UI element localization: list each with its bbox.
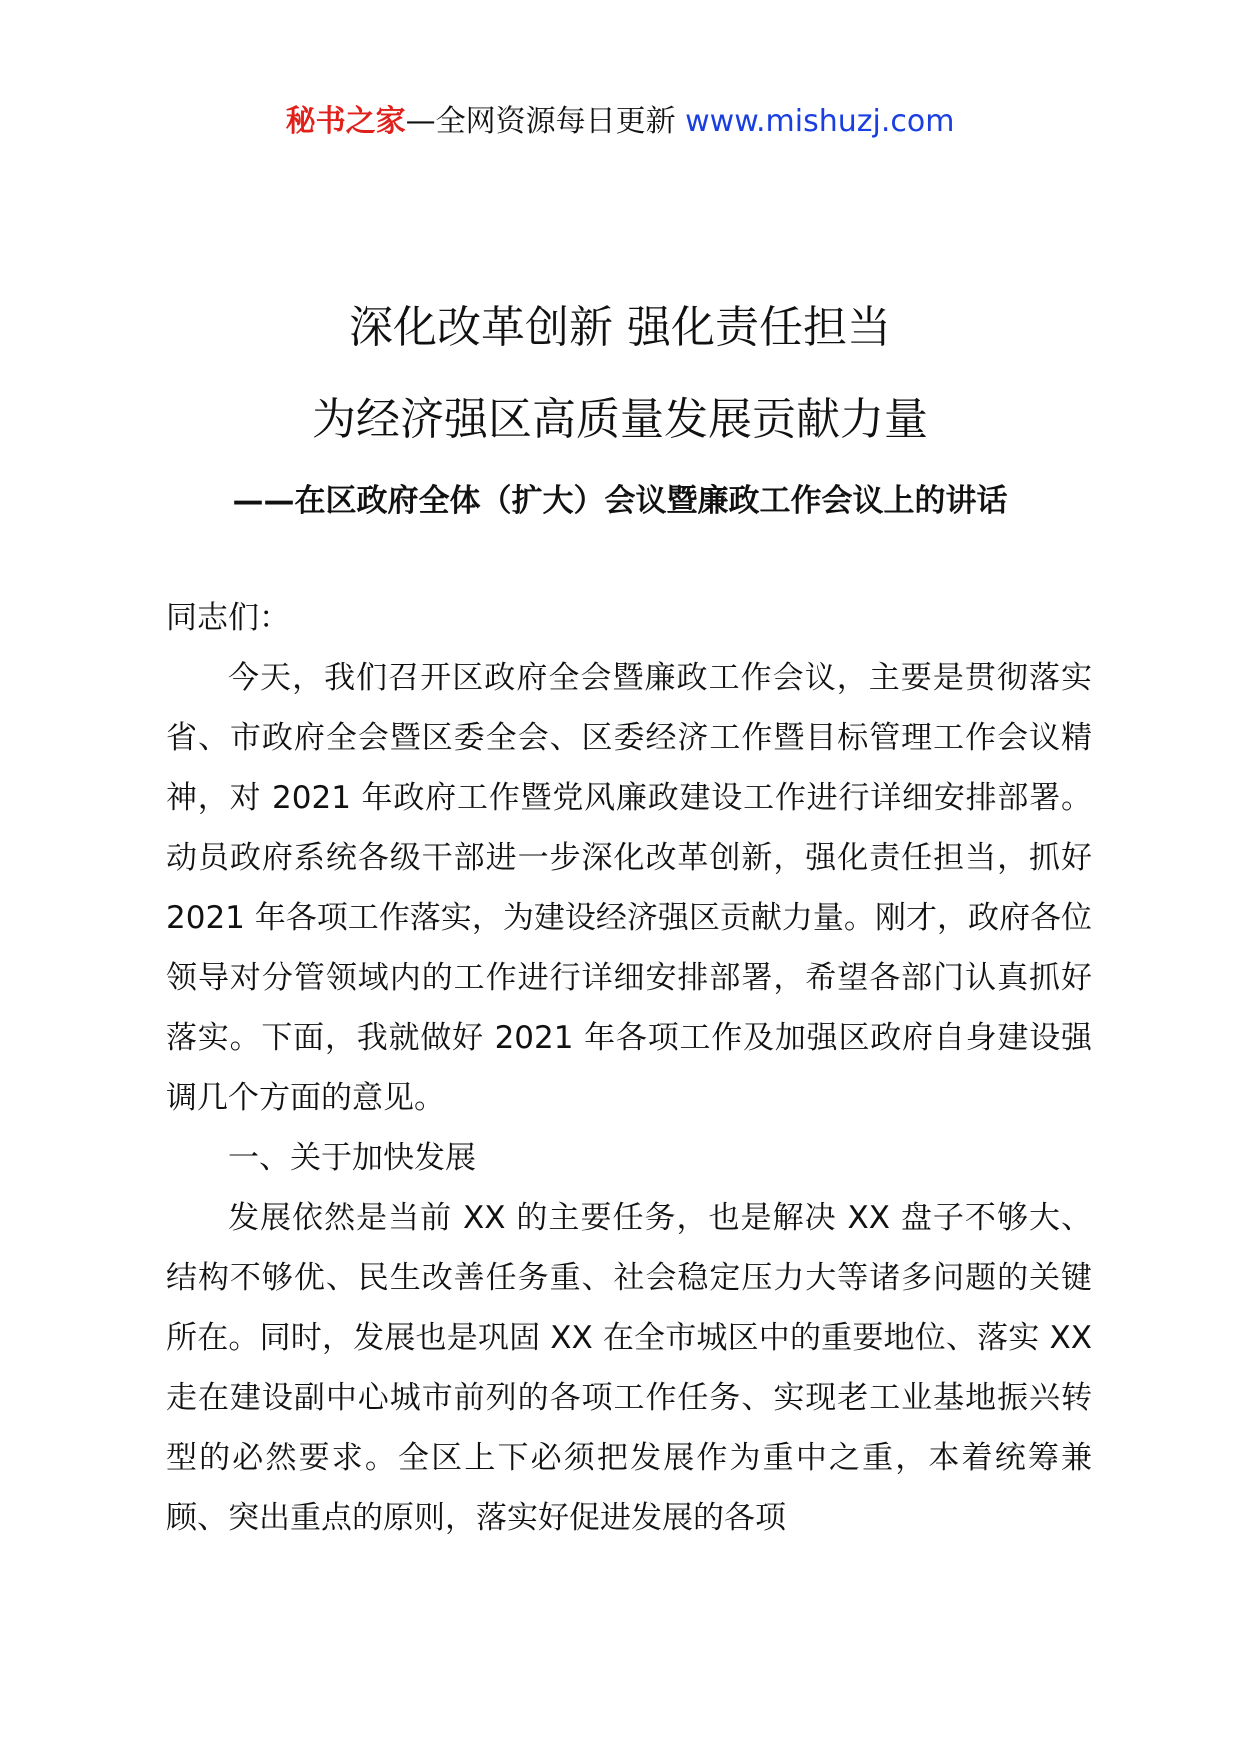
salutation: 同志们： — [166, 600, 290, 636]
paragraph-2: 发展依然是当前 XX 的主要任务，也是解决 XX 盘子不够大、结构不够优、民生改善任务重、社会稳定压力大等诸多问题的关键所在。同时，发展也是巩固 XX 在全市城区中的重要地位、落实 XX 走在建设副中心城市前列的各项工作任务、实现老工业基地振兴转型的必然要求。全区上下必须把发展作为重中之重，本着统筹兼顾、突出重点的原则，落实好促进发展的各项 — [166, 1200, 1092, 1536]
document-title-line-2: 为经济强区高质量发展贡献力量 — [312, 394, 928, 445]
site-brand: 秘书之家 — [285, 104, 406, 139]
paragraph-1: 今天，我们召开区政府全会暨廉政工作会议，主要是贯彻落实省、市政府全会暨区委全会、区委经济工作暨目标管理工作会议精神，对 2021 年政府工作暨党风廉政建设工作进行详细安排部署。动员政府系统各级干部进一步深化改革创新，强化责任担当，抓好 2021 年各项工作落实，为建设经济强区贡献力量。刚才，政府各位领导对分管领域内的工作进行详细安排部署，希望各部门认真抓好落实。下面，我就做好 2021 年各项工作及加强区政府自身建设强调几个方面的意见。 — [166, 660, 1092, 1116]
document-subtitle: ——在区政府全体（扩大）会议暨廉政工作会议上的讲话 — [232, 483, 1008, 519]
section-1-heading: 一、关于加快发展 — [228, 1140, 476, 1176]
site-url-link[interactable]: www.mishuzj.com — [685, 104, 955, 139]
document-body — [166, 588, 1092, 1548]
site-header — [0, 100, 1240, 144]
site-tagline: —全网资源每日更新 — [405, 104, 676, 139]
document-title-line-1: 深化改革创新 强化责任担当 — [349, 302, 891, 353]
